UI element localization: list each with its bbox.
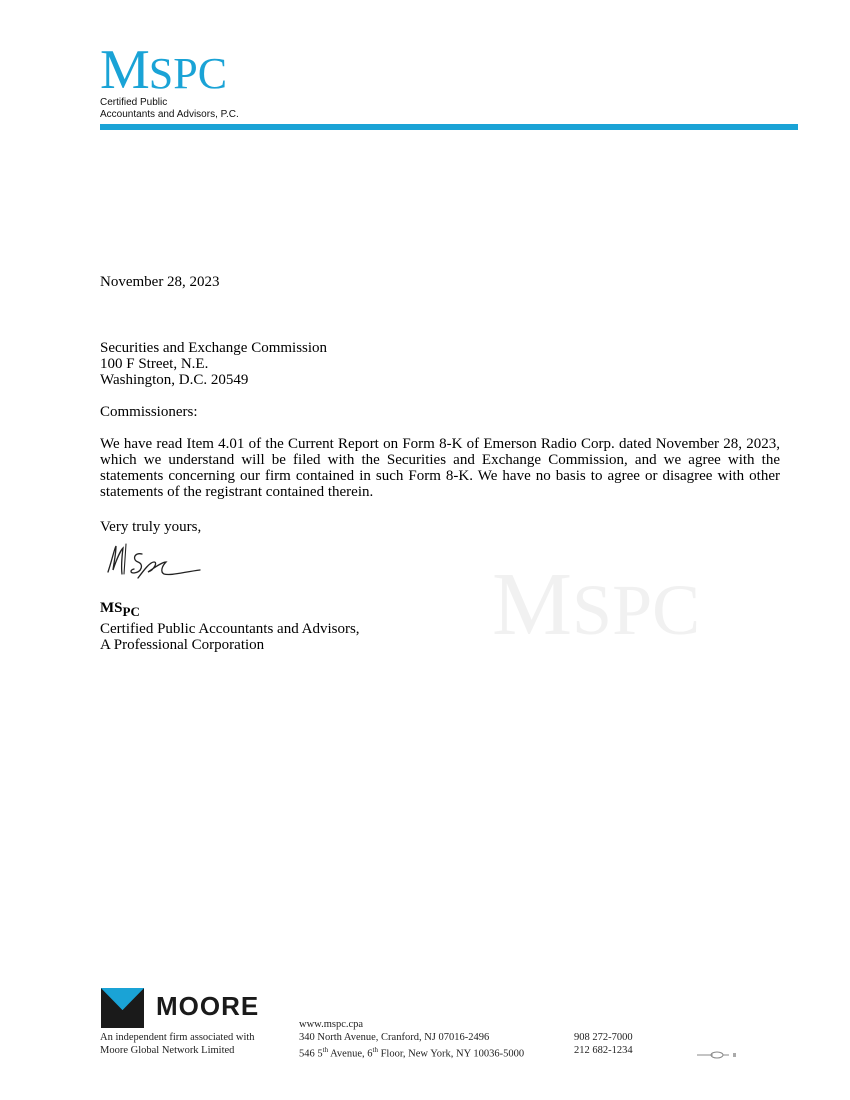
letter-date: November 28, 2023 <box>100 274 220 290</box>
footer-association: An independent firm associated with Moore Global Network Limited <box>100 1032 255 1056</box>
moore-logo-icon <box>101 988 144 1028</box>
letterhead-rule <box>100 124 798 130</box>
address-line: 340 North Avenue, Cranford, NJ 07016-2496 <box>299 1032 490 1043</box>
firm-line-1: Certified Public Accountants and Advisors, <box>100 621 360 637</box>
footer-addresses <box>299 1031 524 1061</box>
recipient-address <box>100 340 327 388</box>
salutation: Commissioners: <box>100 404 198 420</box>
closing: Very truly yours, <box>100 519 202 535</box>
footer-website: www.mspc.cpa <box>299 1019 364 1030</box>
phone-number: 212 682-1234 <box>574 1045 633 1056</box>
moore-wordmark: MOORE <box>156 991 260 1021</box>
phone-number: 908 272-7000 <box>574 1032 633 1043</box>
recipient-line: 100 F Street, N.E. <box>100 356 209 372</box>
tagline-line-2: Accountants and Advisors, P.C. <box>100 109 239 120</box>
handwritten-signature <box>104 540 204 590</box>
address-line: 546 5th Avenue, 6th Floor, New York, NY 10036-5000 <box>299 1046 525 1060</box>
tagline-line-1: Certified Public <box>100 97 168 108</box>
firm-line-2: A Professional Corporation <box>100 637 265 653</box>
logo-tagline <box>100 97 239 121</box>
firm-name: MSPC <box>100 600 140 619</box>
footer-phones <box>574 1031 633 1057</box>
watermark-logo: MSPC <box>492 555 701 654</box>
mspc-logo: MSPC <box>100 39 228 101</box>
recipient-line: Securities and Exchange Commission <box>100 340 328 356</box>
letter-body: We have read Item 4.01 of the Current Report on Form 8-K of Emerson Radio Corp. dated November 28, 2023, which we understand will be filed with the Securities and Exchange Commission, and we agree with the statements concerning our firm contained in such Form 8-K. We have no basis to agree or disagree with other statements of the registrant contained therein. <box>100 436 780 500</box>
recipient-line: Washington, D.C. 20549 <box>100 372 249 388</box>
document-code-mark <box>695 1050 737 1060</box>
